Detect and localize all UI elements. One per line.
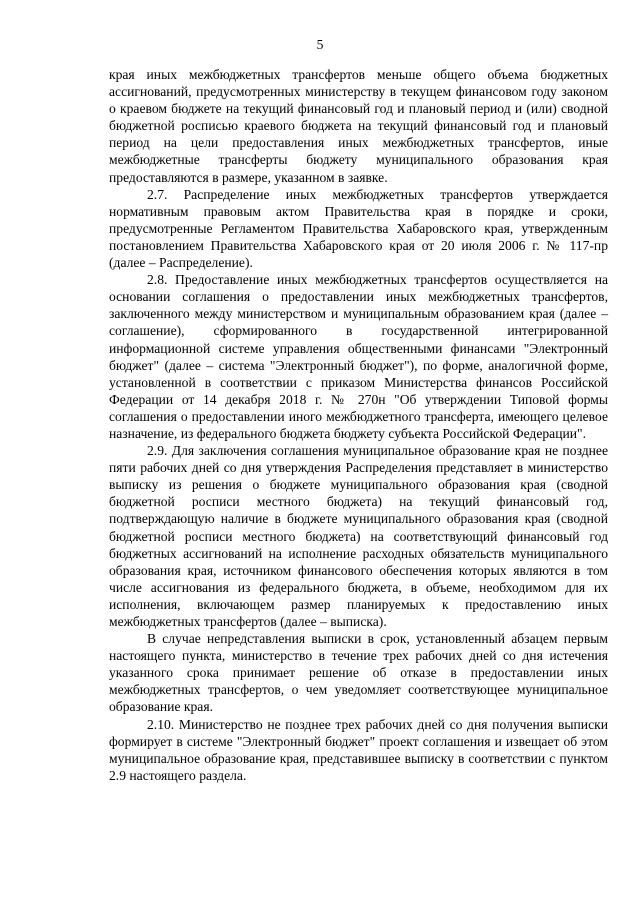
paragraph-2-7: 2.7. Распределение иных межбюджетных трансфертов утверждается нормативным правовым актом Правительства края в порядке и сроки, предусмотренные Регламентом Правительства Хабаровского края, утвержденным постановлением Правительства Хабаровского края от 20 июля 2006 г. № 117-пр (далее – Распределение). [109, 186, 608, 271]
paragraph-2-9: 2.9. Для заключения соглашения муниципальное образование края не позднее пяти рабочих дней со дня утверждения Распределения представляет в министерство выписку из решения о бюджете муниципального образования края (сводной бюджетной росписи местного бюджета) на текущий финансовый год, подтверждающую наличие в бюджете муниципального образования края (сводной бюджетной росписи местного бюджета) на соответствующий финансовый год бюджетных ассигнований на исполнение расходных обязательств муниципального образования края, источником финансового обеспечения которых являются в том числе ассигнования из федерального бюджета, в объеме, необходимом для их исполнения, включающем размер планируемых к предоставлению иных межбюджетных трансфертов (далее – выписка). [109, 443, 608, 629]
paragraph-continuation: края иных межбюджетных трансфертов меньше общего объема бюджетных ассигнований, предусмотренных министерству в текущем финансовом году законом о краевом бюджете на текущий финансовый год и плановый период и (или) сводной бюджетной росписью краевого бюджета на текущий финансовый год и плановый период на цели предоставления иных межбюджетных трансфертов, иные межбюджетные трансферты бюджету муниципального образования края предоставляются в размере, указанном в заявке. [109, 67, 608, 185]
page-number: 5 [316, 37, 324, 52]
paragraph-2-9-second: В случае непредставления выписки в срок, установленный абзацем первым настоящего пункта, министерство в течение трех рабочих дней со дня истечения указанного срока принимает решение об отказе в предоставлении иных межбюджетных трансфертов, о чем уведомляет соответствующее муниципальное образование края. [109, 631, 608, 715]
paragraph-2-10: 2.10. Министерство не позднее трех рабочих дней со дня получения выписки формирует в системе "Электронный бюджет" проект соглашения и извещает об этом муниципальное образование края, представившее выписку в соответствии с пунктом 2.9 настоящего раздела. [109, 716, 608, 783]
paragraph-2-8: 2.8. Предоставление иных межбюджетных трансфертов осуществляется на основании соглашения о предоставлении иных межбюджетных трансфертов, заключенного между министерством и муниципальным образованием края (далее – соглашение), сформированного в государственной интегрированной информационной системе управления общественными финансами "Электронный бюджет" (далее – система "Электронный бюджет"), по форме, аналогичной форме, установленной в соответствии с приказом Министерства финансов Российской Федерации от 14 декабря 2018 г. № 270н "Об утверждении Типовой формы соглашения о предоставлении иного межбюджетного трансферта, имеющего целевое назначение, из федерального бюджета бюджету субъекта Российской Федерации". [109, 272, 608, 441]
document-body [109, 66, 608, 784]
